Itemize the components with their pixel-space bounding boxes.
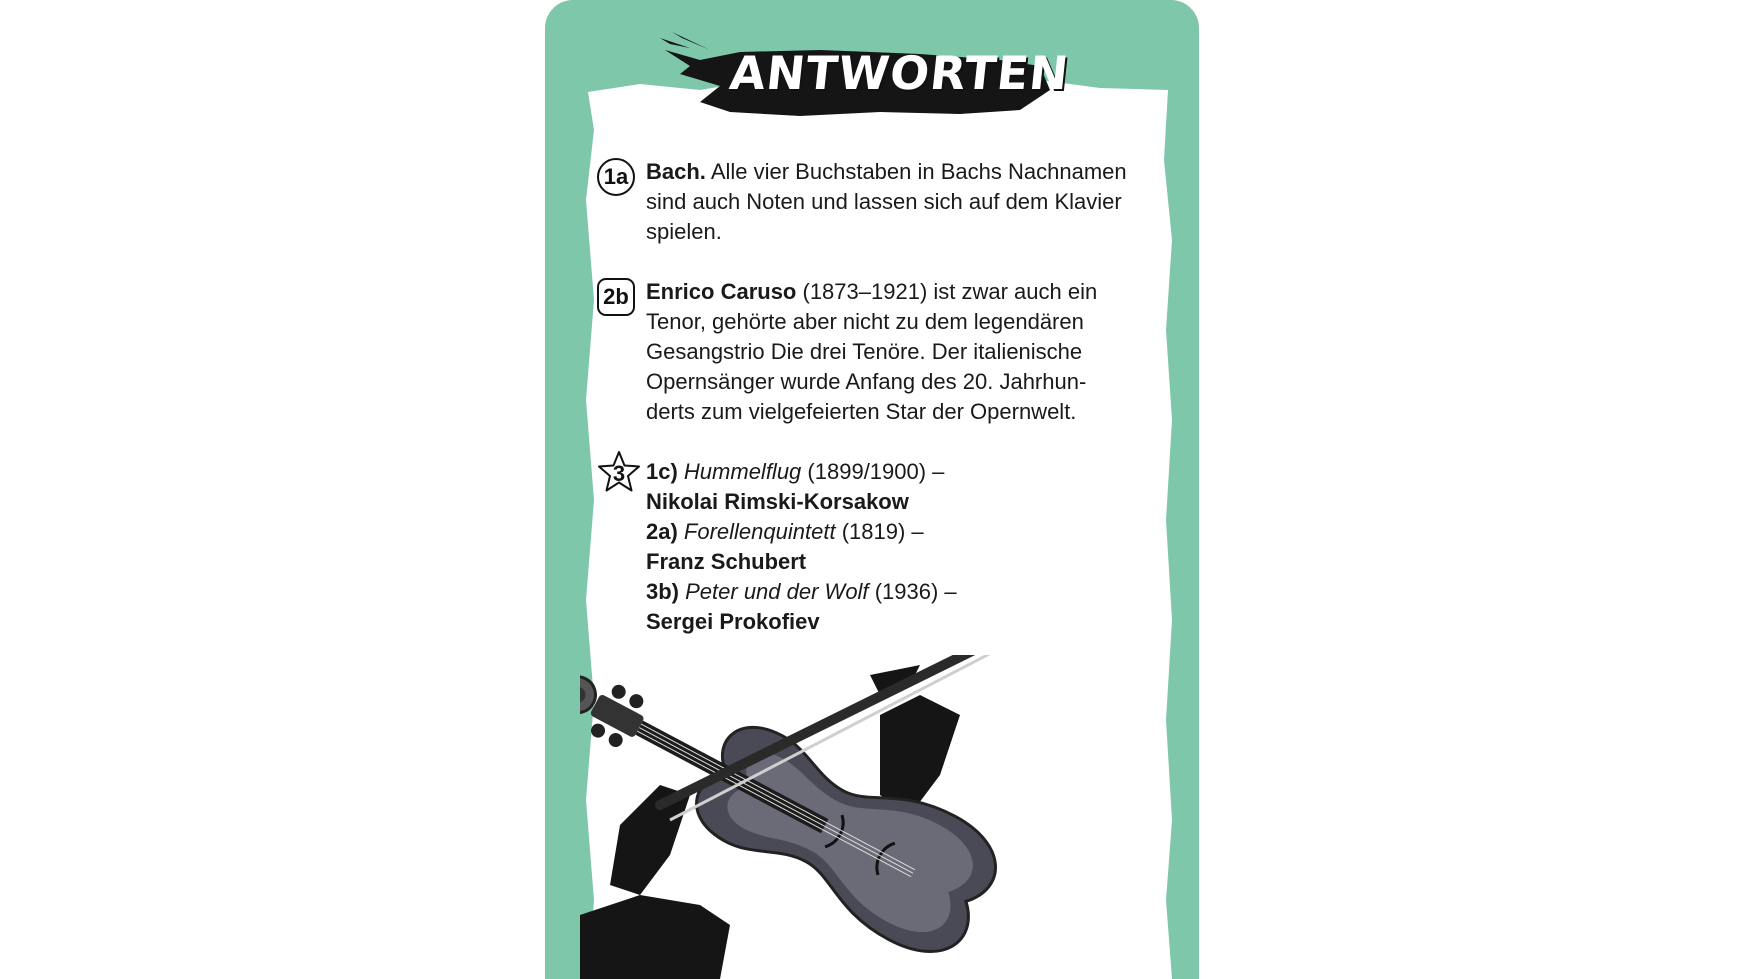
- violin-with-bow-icon: [580, 655, 1140, 979]
- pair-2-composer: Franz Schubert: [646, 549, 807, 574]
- pair-2-work: Forellenquintett: [683, 519, 836, 544]
- pair-1-key: 1c): [646, 459, 678, 484]
- answer-2-line-4: Opernsänger wurde Anfang des 20. Jahrhun-: [646, 369, 1087, 394]
- answer-1-badge-label: 1a: [603, 164, 629, 189]
- answer-2-line-5: derts zum vielgefeierten Star der Opernwelt.: [646, 399, 1077, 424]
- answer-1-lead: Bach.: [646, 159, 706, 184]
- answer-2-line-1: (1873–1921) ist zwar auch ein: [802, 279, 1098, 304]
- answer-2-line-3: Gesangstrio Die drei Tenöre. Der italienische: [646, 339, 1083, 364]
- answer-2-line-2: Tenor, gehörte aber nicht zu dem legendären: [646, 309, 1084, 334]
- answer-2-badge-label: 2b: [603, 284, 629, 309]
- card-title: ANTWORTEN: [727, 46, 1072, 100]
- answer-2-lead: Enrico Caruso: [646, 279, 797, 304]
- pair-3-year: (1936) –: [874, 579, 957, 604]
- answer-1-line-2: sind auch Noten und lassen sich auf dem Klavier: [646, 189, 1122, 214]
- pair-1-composer: Nikolai Rimski-Korsakow: [646, 489, 909, 514]
- answer-2-text: [646, 277, 1156, 427]
- answer-1-line-3: spielen.: [646, 219, 722, 244]
- answer-1-text: [646, 157, 1156, 247]
- answer-2-badge: [596, 277, 636, 317]
- pair-2-year: (1819) –: [841, 519, 924, 544]
- pair-3-composer: Sergei Prokofiev: [646, 609, 820, 634]
- answer-3-text: [646, 457, 1156, 637]
- pair-1-year: (1899/1900) –: [807, 459, 945, 484]
- pair-3-key: 3b): [646, 579, 679, 604]
- pair-1-work: Hummelflug: [683, 459, 802, 484]
- answer-1-line-1: Alle vier Buchstaben in Bachs Nachnamen: [710, 159, 1127, 184]
- pair-3-work: Peter und der Wolf: [685, 579, 869, 604]
- answer-3-badge: [596, 449, 636, 489]
- answer-3-badge-label: 3: [612, 461, 626, 486]
- pair-2-key: 2a): [646, 519, 678, 544]
- answer-1-badge: [596, 157, 636, 197]
